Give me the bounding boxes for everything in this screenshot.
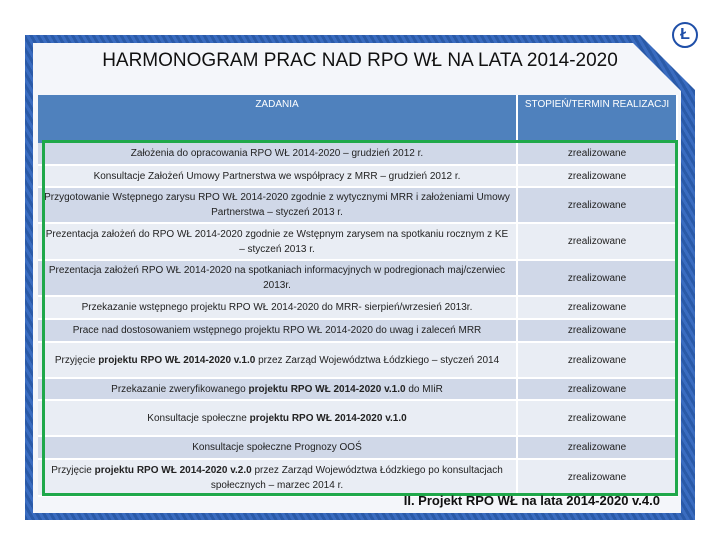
task-text: Konsultacje społeczne Prognozy OOŚ	[192, 442, 362, 453]
task-text: Założenia do opracowania RPO WŁ 2014-2020 – grudzień 2012 r.	[130, 148, 424, 159]
task-text: przez Zarząd Województwa Łódzkiego – styczeń 2014	[255, 354, 500, 366]
table-row	[38, 459, 677, 496]
task-text: Prace nad dostosowaniem wstępnego projektu RPO WŁ 2014-2020 do uwag i zaleceń MRR	[72, 325, 482, 336]
task-cell	[38, 459, 517, 496]
task-cell	[38, 319, 517, 342]
status-cell: zrealizowane	[517, 342, 677, 378]
task-text: Prezentacja założeń do RPO WŁ 2014-2020 zgodnie ze Wstępnym zarysem na spotkaniu rocznym z KE – styczeń 2013 r.	[45, 228, 509, 255]
table-row	[38, 143, 677, 165]
table-row	[38, 342, 677, 378]
task-text: przez Zarząd Województwa Łódzkiego po konsultacjach społecznych – marzec 2014 r.	[210, 464, 503, 491]
task-cell	[38, 260, 517, 296]
table-row	[38, 319, 677, 342]
task-cell	[38, 223, 517, 260]
status-cell: zrealizowane	[517, 400, 677, 436]
table-row	[38, 400, 677, 436]
status-cell: zrealizowane	[517, 319, 677, 342]
task-cell	[38, 143, 517, 165]
task-text: projektu RPO WŁ 2014-2020 v.1.0	[98, 354, 256, 366]
task-text: projektu RPO WŁ 2014-2020 v.1.0	[248, 383, 406, 395]
status-cell: zrealizowane	[517, 296, 677, 319]
table-row	[38, 260, 677, 296]
task-text: Konsultacje Założeń Umowy Partnerstwa we współpracy z MRR – grudzień 2012 r.	[93, 170, 461, 182]
task-text: projektu RPO WŁ 2014-2020 v.2.0	[94, 464, 252, 476]
status-cell: zrealizowane	[517, 165, 677, 187]
logo-icon: Ł	[672, 22, 698, 48]
page-title: HARMONOGRAM PRAC NAD RPO WŁ NA LATA 2014-2020	[102, 50, 618, 71]
task-text: Przyjęcie	[54, 354, 99, 366]
task-text: projektu RPO WŁ 2014-2020 v.1.0	[249, 412, 407, 424]
task-cell	[38, 436, 517, 459]
status-cell: zrealizowane	[517, 143, 677, 165]
task-text: Przyjęcie	[51, 464, 95, 476]
table-row	[38, 296, 677, 319]
status-cell: zrealizowane	[517, 260, 677, 296]
task-text: Przekazanie zweryfikowanego	[111, 383, 249, 395]
header-tasks: ZADANIA	[38, 95, 517, 143]
table-row	[38, 378, 677, 400]
header-status: STOPIEŃ/TERMIN REALIZACJI	[517, 95, 677, 143]
task-cell	[38, 400, 517, 436]
task-cell	[38, 187, 517, 223]
task-text: Przekazanie wstępnego projektu RPO WŁ 2014-2020 do MRR- sierpień/wrzesień 2013r.	[81, 302, 473, 313]
status-cell: zrealizowane	[517, 378, 677, 400]
table-row	[38, 223, 677, 260]
status-cell: zrealizowane	[517, 223, 677, 260]
table-row	[38, 436, 677, 459]
schedule-table	[38, 95, 678, 497]
task-cell	[38, 342, 517, 378]
status-cell: zrealizowane	[517, 459, 677, 496]
task-cell	[38, 378, 517, 400]
table-row	[38, 187, 677, 223]
footer-caption: II. Projekt RPO WŁ na lata 2014-2020 v.4.0	[403, 493, 660, 508]
task-cell	[38, 165, 517, 187]
task-text: Przygotowanie Wstępnego zarysu RPO WŁ 2014-2020 zgodnie z wytycznymi MRR i założeniami Umowy Partnerstwa – styczeń 2013 r.	[44, 192, 510, 218]
task-text: do MIiR	[405, 383, 443, 395]
table-row	[38, 165, 677, 187]
task-text: Prezentacja założeń RPO WŁ 2014-2020 na spotkaniach informacyjnych w podregionach maj/czerwiec 2013r.	[48, 265, 506, 291]
status-cell: zrealizowane	[517, 187, 677, 223]
task-cell	[38, 296, 517, 319]
task-text: Konsultacje społeczne	[147, 412, 250, 424]
status-cell: zrealizowane	[517, 436, 677, 459]
